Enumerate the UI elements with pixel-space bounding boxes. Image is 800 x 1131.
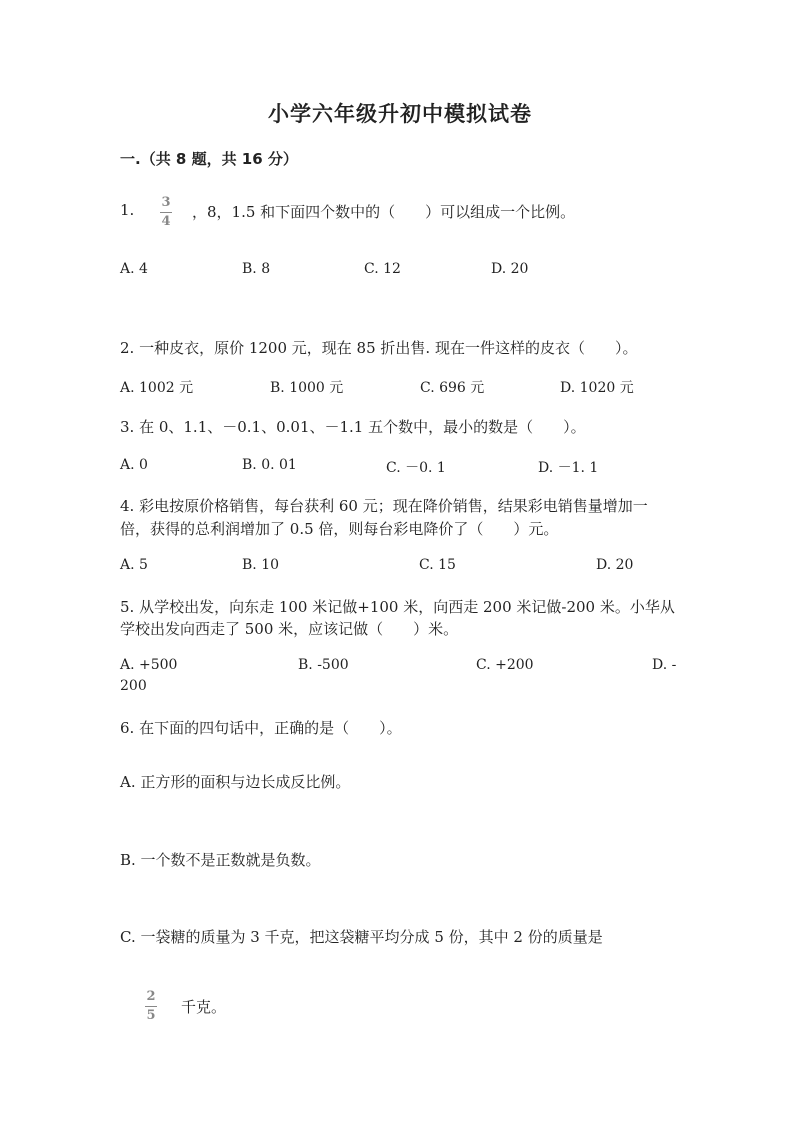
question-1-option-a: A. 4 <box>120 261 148 277</box>
question-5-option-d: D. - <box>652 657 677 673</box>
question-3-text: 3. 在 0、1.1、－0.1、0.01、－1.1 五个数中，最小的数是（ ）。 <box>120 418 586 436</box>
question-4-option-b: B. 10 <box>242 557 280 573</box>
question-3-option-d: D. －1. 1 <box>538 460 599 476</box>
question-5-option-d-wrap: 200 <box>120 678 147 694</box>
question-6-option-b: B. 一个数不是正数就是负数。 <box>120 851 321 869</box>
question-2-option-d: D. 1020 元 <box>560 380 634 396</box>
question-3-option-a: A. 0 <box>120 457 148 473</box>
question-4-option-d: D. 20 <box>596 557 634 573</box>
question-5-line-2: 学校出发向西走了 500 米，应该记做（ ）米。 <box>120 620 459 638</box>
question-2-option-a: A. 1002 元 <box>120 380 194 396</box>
question-6-fraction <box>145 990 157 1022</box>
question-3-option-c: C. －0. 1 <box>386 460 446 476</box>
question-1-fraction <box>160 196 172 228</box>
fraction-bar <box>145 1006 157 1007</box>
fraction-denominator: 5 <box>146 1008 156 1023</box>
question-1-option-b: B. 8 <box>242 261 271 277</box>
question-4-line-1: 4. 彩电按原价格销售，每台获利 60 元；现在降价销售，结果彩电销售量增加一 <box>120 497 648 515</box>
question-5-option-a: A. +500 <box>120 657 178 673</box>
question-2-option-b: B. 1000 元 <box>270 380 344 396</box>
question-6-option-a: A. 正方形的面积与边长成反比例。 <box>120 773 351 791</box>
fraction-bar <box>160 212 172 213</box>
question-1-option-c: C. 12 <box>364 261 401 277</box>
fraction-numerator: 2 <box>146 989 156 1004</box>
question-5-line-1: 5. 从学校出发，向东走 100 米记做+100 米，向西走 200 米记做-200 米。小华从 <box>120 598 675 616</box>
question-6-text: 6. 在下面的四句话中，正确的是（ ）。 <box>120 719 402 737</box>
question-1-text: ，8，1.5 和下面四个数中的（ ）可以组成一个比例。 <box>192 203 576 221</box>
question-6-option-c: C. 一袋糖的质量为 3 千克，把这袋糖平均分成 5 份，其中 2 份的质量是 <box>120 928 603 946</box>
question-1-option-d: D. 20 <box>491 261 529 277</box>
question-4-option-a: A. 5 <box>120 557 148 573</box>
question-4-option-c: C. 15 <box>419 557 456 573</box>
question-1-number: 1. <box>120 201 135 219</box>
question-6-unit: 千克。 <box>181 998 227 1016</box>
fraction-numerator: 3 <box>161 195 171 210</box>
question-3-option-b: B. 0. 01 <box>242 457 297 473</box>
fraction-denominator: 4 <box>161 214 171 229</box>
question-2-text: 2. 一种皮衣，原价 1200 元，现在 85 折出售. 现在一件这样的皮衣（ ）。 <box>120 339 638 357</box>
section-heading: 一.（共 8 题，共 16 分） <box>120 150 298 168</box>
question-5-option-c: C. +200 <box>476 657 534 673</box>
question-5-option-b: B. -500 <box>298 657 349 673</box>
page-title: 小学六年级升初中模拟试卷 <box>268 102 532 126</box>
question-2-option-c: C. 696 元 <box>420 380 485 396</box>
question-4-line-2: 倍，获得的总利润增加了 0.5 倍，则每台彩电降价了（ ）元。 <box>120 520 559 538</box>
